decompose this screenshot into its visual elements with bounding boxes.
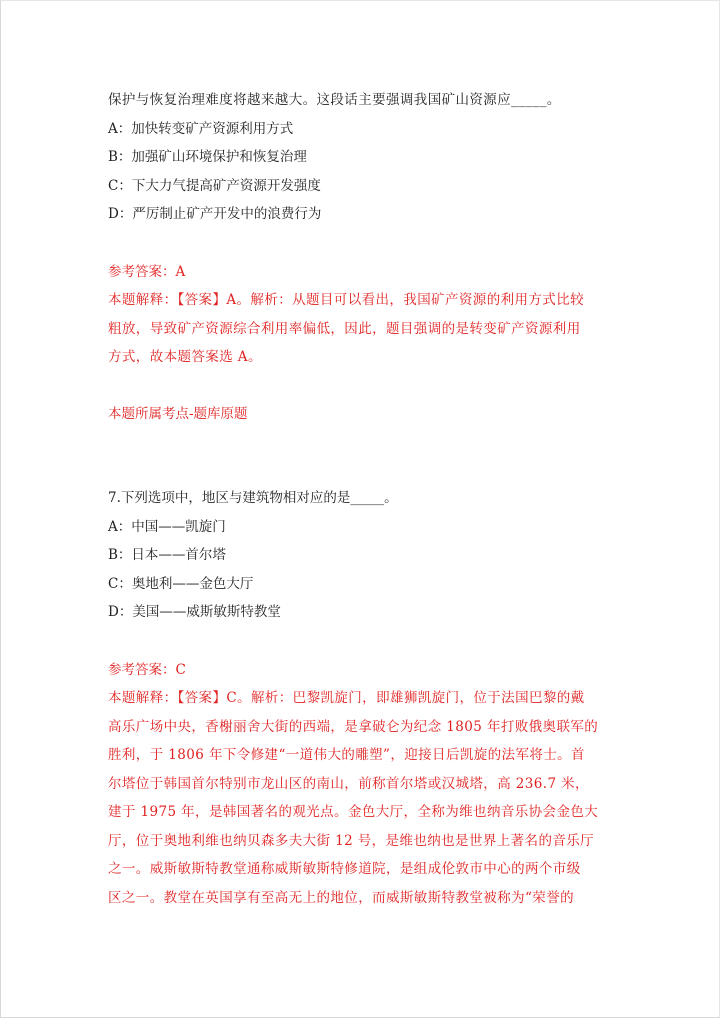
q7-option-d: D：美国——威斯敏斯特教堂 — [108, 604, 281, 620]
question-6 — [108, 86, 618, 428]
q6-answer: 参考答案：A — [108, 263, 186, 280]
q7-option-b: B：日本——首尔塔 — [108, 547, 226, 563]
q7-explanation-line: 厅，位于奥地利维也纳贝森多夫大街 12 号，是维也纳也是世界上著名的音乐厅 — [108, 832, 595, 849]
q7-option-a: A：中国——凯旋门 — [108, 518, 226, 535]
q7-explanation-line: 高乐广场中央，香榭丽舍大街的西端，是拿破仑为纪念 1805 年打败俄奥联军的 — [108, 718, 599, 735]
q6-stem: 保护与恢复治理难度将越来越大。这段话主要强调我国矿山资源应_____。 — [108, 92, 561, 108]
q6-option-a: A：加快转变矿产资源利用方式 — [108, 120, 294, 137]
document-body — [108, 86, 618, 912]
q6-option-c: C：下大力气提高矿产资源开发强度 — [108, 177, 321, 194]
q7-answer: 参考答案：C — [108, 661, 186, 678]
q6-option-b: B：加强矿山环境保护和恢复治理 — [108, 149, 307, 165]
q7-explanation-line: 区之一。教堂在英国享有至高无上的地位，而威斯敏斯特教堂被称为“荣誉的 — [108, 889, 575, 906]
q6-explanation-line: 方式，故本题答案选 A。 — [108, 349, 262, 365]
q6-knowledge-point: 本题所属考点-题库原题 — [108, 405, 248, 422]
question-7 — [108, 484, 618, 912]
q7-explanation-line: 之一。威斯敏斯特教堂通称威斯敏斯特修道院，是组成伦敦市中心的两个市级 — [108, 861, 581, 877]
q6-option-d: D：严厉制止矿产开发中的浪费行为 — [108, 206, 322, 222]
q7-explanation-line: 尔塔位于韩国首尔特别市龙山区的南山，前称首尔塔或汉城塔，高 236.7 米， — [108, 775, 589, 792]
q6-explanation-line: 粗放，导致矿产资源综合利用率偏低，因此，题目强调的是转变矿产资源利用 — [108, 320, 581, 337]
q7-option-c: C：奥地利——金色大厅 — [108, 575, 254, 592]
q7-explanation-line: 胜利，于 1806 年下令修建“一道伟大的雕塑”，迎接日后凯旋的法军将士。首 — [108, 747, 585, 763]
q7-explanation-line: 本题解释：【答案】C。解析：巴黎凯旋门，即雄狮凯旋门，位于法国巴黎的戴 — [108, 690, 585, 706]
q6-explanation-line: 本题解释：【答案】A。解析：从题目可以看出，我国矿产资源的利用方式比较 — [108, 292, 584, 308]
q7-explanation-line: 建于 1975 年，是韩国著名的观光点。金色大厅，全称为维也纳音乐协会金色大 — [108, 804, 599, 820]
q7-stem: 7.下列选项中，地区与建筑物相对应的是_____。 — [108, 490, 398, 506]
